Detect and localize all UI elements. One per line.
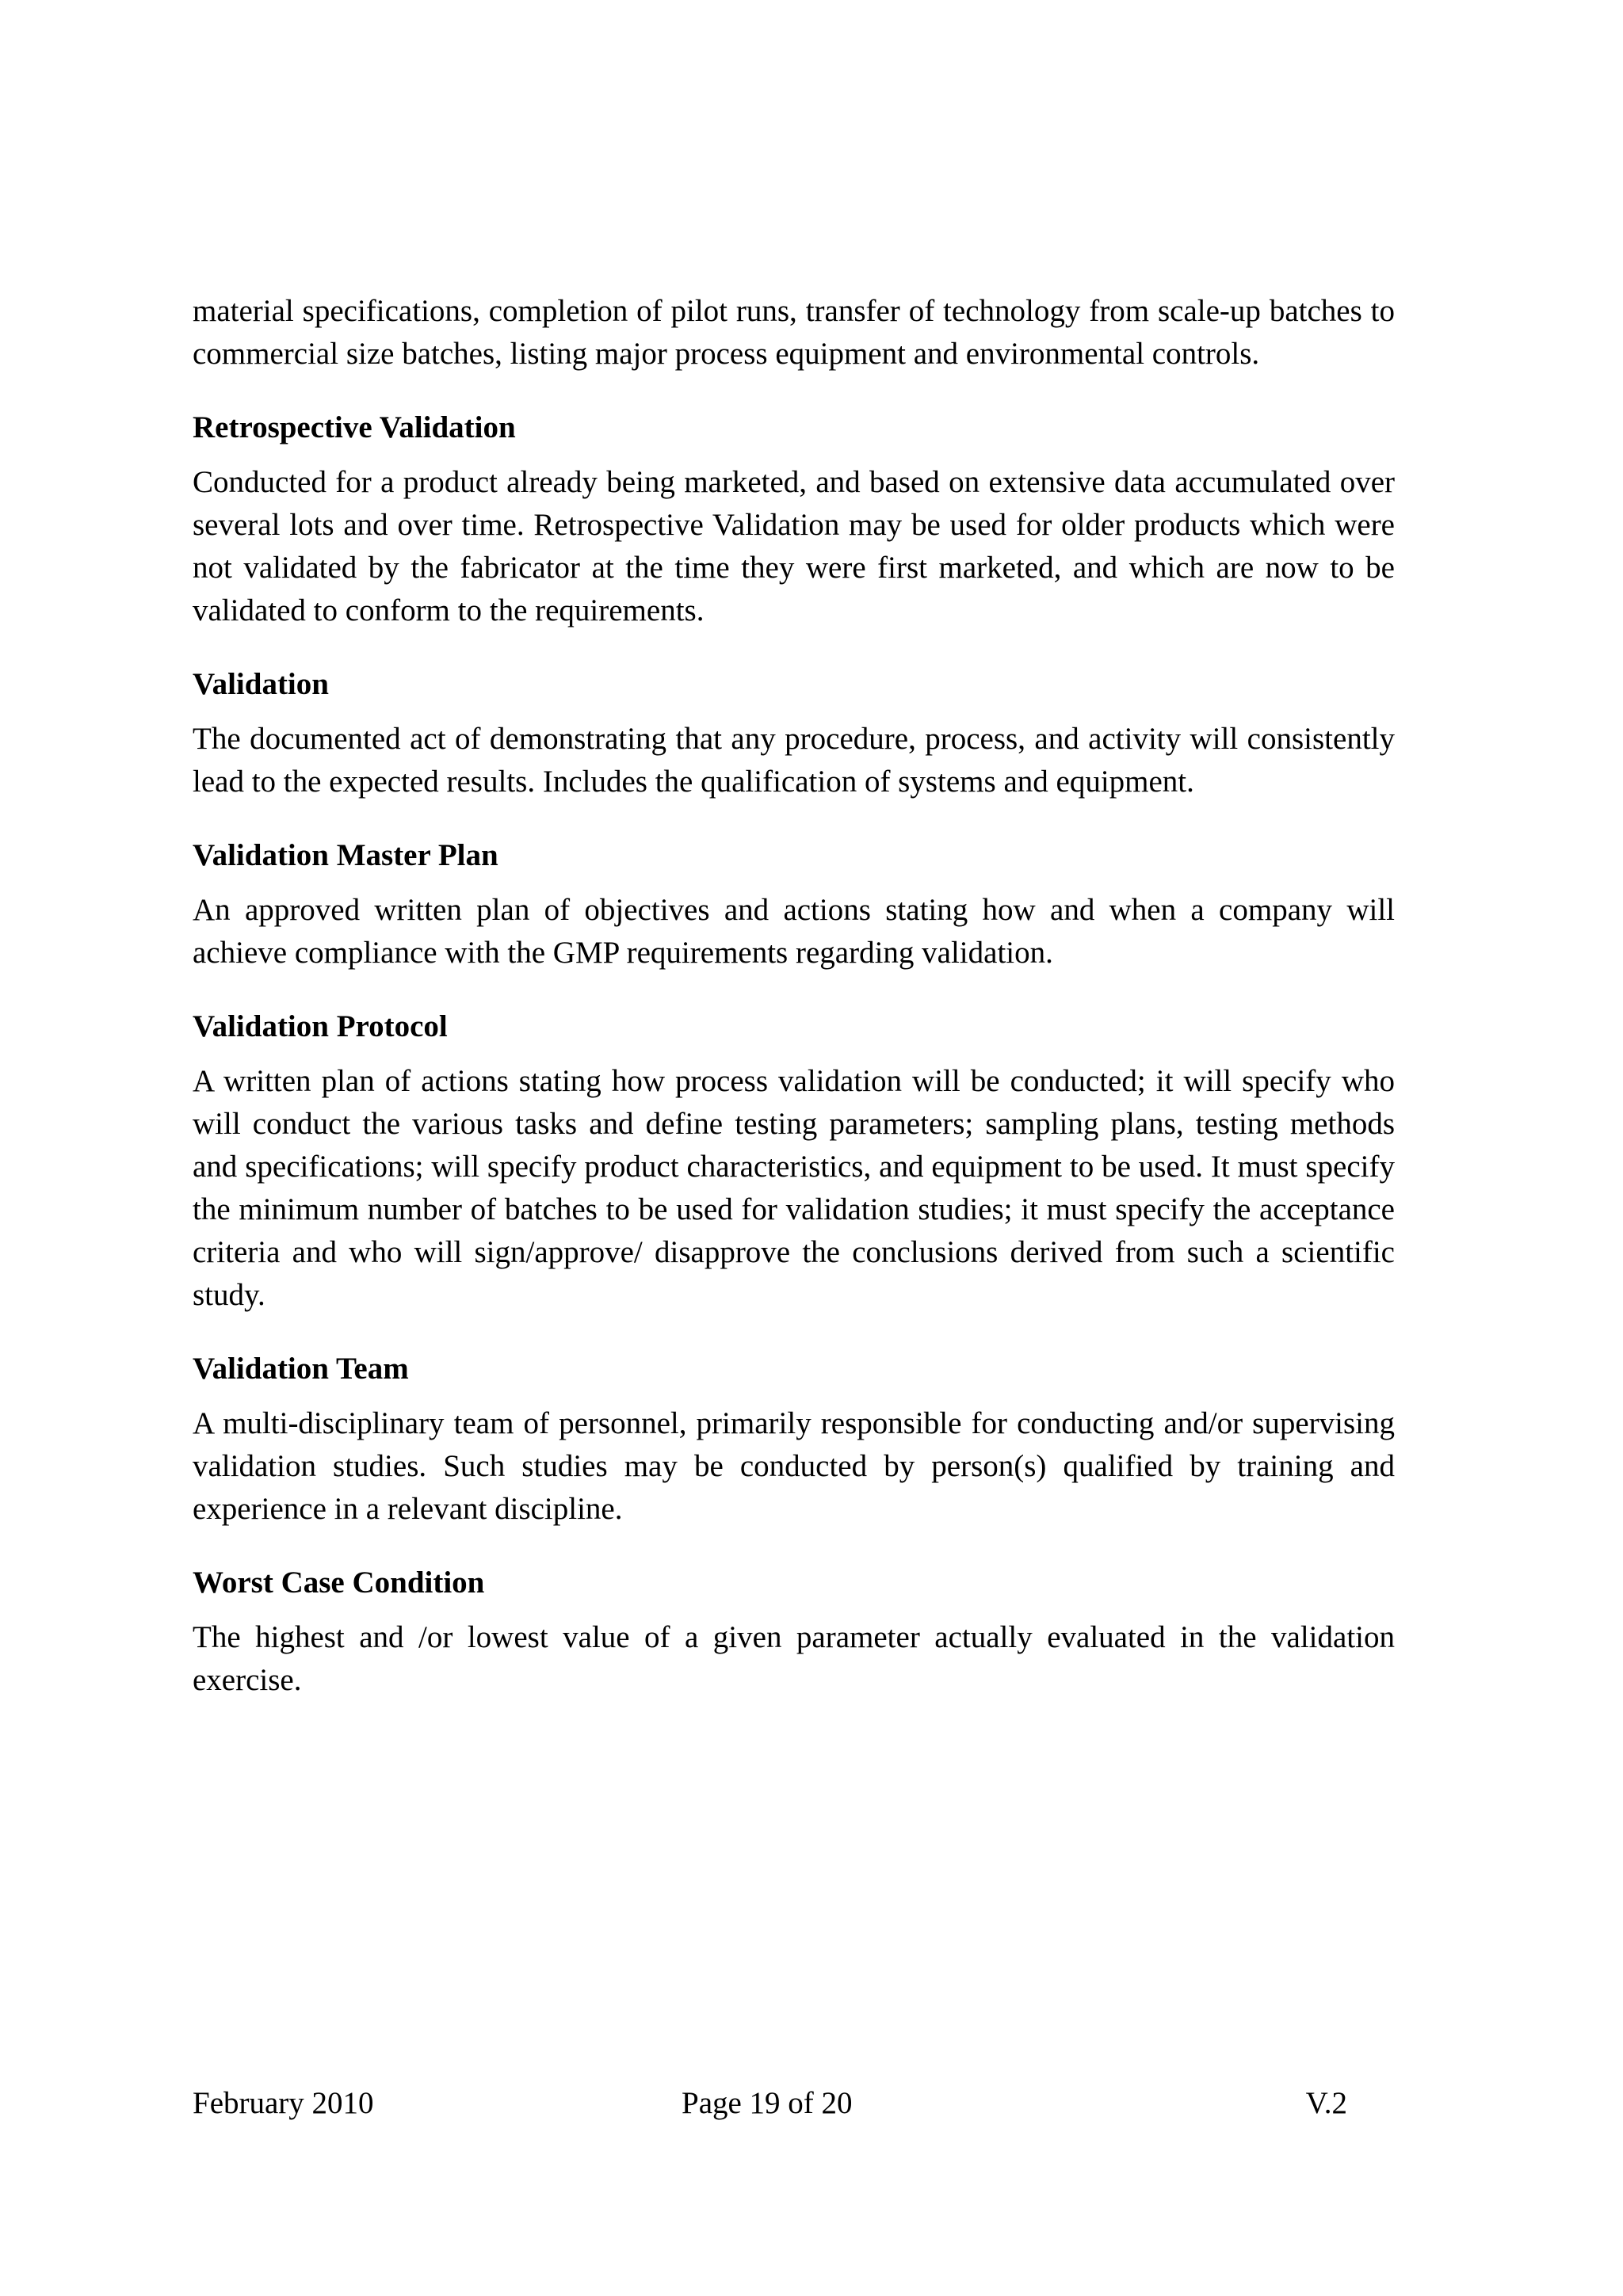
glossary-entry-validation-team (193, 1348, 1395, 1531)
intro-paragraph: material specifications, completion of pilot runs, transfer of technology from scale-up batches to commercial size batches, listing major process equipment and environmental controls. (193, 294, 1395, 371)
term-heading: Validation Team (193, 1352, 409, 1386)
term-definition: A written plan of actions stating how process validation will be conducted; it will specify who will conduct the various tasks and define testing parameters; sampling plans, testing methods and specifications; will specify product characteristics, and equipment to be used. It must specify the minimum number of batches to be used for validation studies; it must specify the acceptance criteria and who will sign/approve/ disapprove the conclusions derived from such a scientific study. (193, 1064, 1395, 1312)
glossary-entry-retrospective-validation (193, 406, 1395, 632)
document-body (193, 290, 1395, 1733)
term-heading: Worst Case Condition (193, 1566, 485, 1600)
glossary-entry-validation (193, 663, 1395, 803)
term-heading: Validation Protocol (193, 1009, 448, 1043)
glossary-entry-validation-protocol (193, 1005, 1395, 1317)
term-definition: Conducted for a product already being marketed, and based on extensive data accumulated over several lots and over time. Retrospective Validation may be used for older products which were not validated by the fabricator at the time they were first marketed, and which are now to be validated to conform to the requirements. (193, 465, 1395, 627)
term-heading: Validation Master Plan (193, 838, 498, 872)
term-heading: Retrospective Validation (193, 410, 516, 444)
footer-version: V.2 (1305, 2086, 1347, 2120)
glossary-entry-worst-case-condition (193, 1562, 1395, 1702)
term-definition: An approved written plan of objectives and actions stating how and when a company will achieve compliance with the GMP requirements regarding validation. (193, 893, 1395, 970)
term-definition: A multi-disciplinary team of personnel, primarily responsible for conducting and/or supervising validation studies. Such studies may be conducted by person(s) qualified by training and experience in a relevant discipline. (193, 1406, 1395, 1526)
term-definition: The documented act of demonstrating that any procedure, process, and activity will consistently lead to the expected results. Includes the qualification of systems and equipment. (193, 722, 1395, 799)
footer-page-number: Page 19 of 20 (682, 2086, 853, 2120)
footer-date: February 2010 (193, 2086, 374, 2120)
glossary-entry-validation-master-plan (193, 834, 1395, 974)
page-footer (193, 2082, 1347, 2125)
term-heading: Validation (193, 667, 329, 701)
term-definition: The highest and /or lowest value of a given parameter actually evaluated in the validation exercise. (193, 1620, 1395, 1697)
